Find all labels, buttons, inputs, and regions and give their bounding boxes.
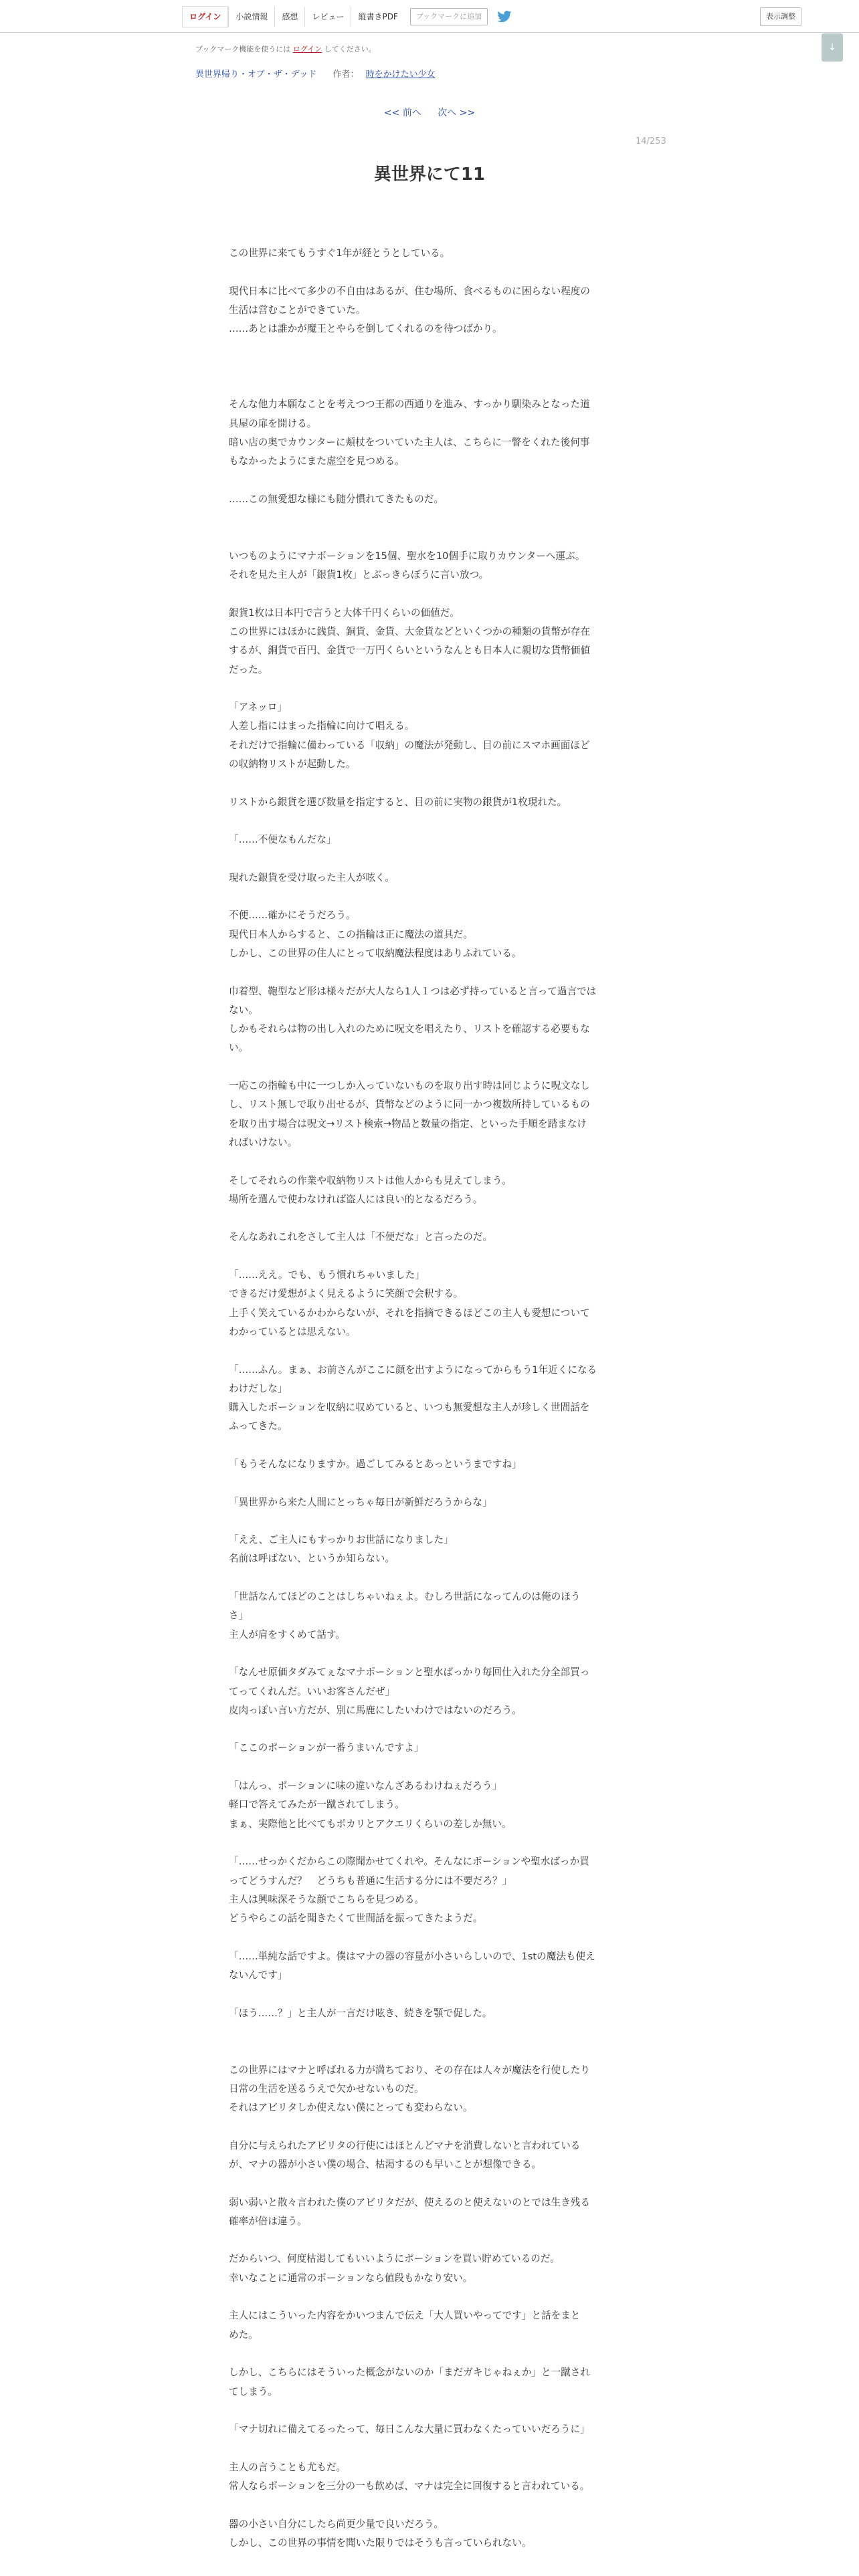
body-line: 暗い店の奥でカウンターに頬杖をついていた主人は、こちらに一瞥をくれた後何事 [229,436,590,448]
body-line [229,1209,630,1228]
body-line: しかし、この世界の住人にとって収納魔法程度はありふれている。 [229,947,522,959]
body-line: それだけで指輪に備わっている「収納」の魔法が発動し、目の前にスマホ画面ほど [229,739,590,751]
body-line: 「……不便なもんだな」 [229,834,337,846]
impressions-link[interactable]: 感想 [274,7,304,27]
body-line: しかもそれらは物の出し入れのために呪文を唱えたり、リストを確認する必要もな [229,1023,590,1035]
body-line: 弱い弱いと散々言われた僕のアビリタだが、使えるのと使えないのとでは生き残る [229,2196,590,2208]
body-line [229,377,630,395]
notice-suffix: してください。 [324,45,376,53]
body-line [229,1985,630,2004]
author-label: 作者： [332,70,359,80]
body-line [229,2345,630,2363]
body-line [229,1512,630,1531]
body-line: 上手く笑えているかわからないが、それを指摘できるほどこの主人も愛想について [229,1307,590,1319]
body-line: ……この無愛想な様にも随分慣れてきたものだ。 [229,493,444,505]
body-line: 現代日本人からすると、この指輪は正に魔法の道具だ。 [229,928,473,940]
body-line: もなかったようにまた虚空を見つめる。 [229,455,405,467]
body-line: 主人が肩をすくめて話す。 [229,1628,345,1640]
notice-login-link[interactable]: ログイン [292,45,322,53]
series-link[interactable]: 異世界帰り・オブ・ザ・デッド [195,70,317,80]
body-line: 「アネッロ」 [229,702,287,714]
body-line: 「異世界から来た人間にとっちゃ毎日が新鮮だろうからな」 [229,1496,492,1508]
body-line [229,2023,630,2042]
body-line: 器の小さい自分にしたら尚更少量で良いだろう。 [229,2518,444,2530]
body-line: ふってきた。 [229,1420,288,1432]
body-line: 「マナ切れに備えてるったって、毎日こんな大量に買わなくたっていいだろうに」 [229,2424,590,2436]
body-line: ないんです」 [229,1969,288,1981]
body-line: 名前は呼ばない、というか知らない。 [229,1553,395,1565]
body-line [229,263,630,282]
body-line: そんなあれこれをさして主人は「不便だな」と言ったのだ。 [229,1231,493,1243]
body-line: 場所を選んで使わなければ盗人には良い的となるだろう。 [229,1193,483,1205]
pdf-link[interactable]: 縦書きPDF [351,7,404,27]
body-line: 現れた銀貨を受け取った主人が呟く。 [229,871,395,883]
top-nav [182,7,513,27]
body-line: を取り出す場合は呪文→リスト検索→物品と数量の指定、といった手順を踏まなけ [229,1117,587,1130]
body-line: それはアビリタしか使えない僕にとっても変わらない。 [229,2102,473,2114]
body-line: の収納物リストが起動した。 [229,758,356,770]
scroll-down-button[interactable] [822,33,843,62]
bookmark-add-button[interactable]: ブックマークに追加 [410,8,488,25]
body-line: だった。 [229,663,268,675]
body-line [229,2117,630,2136]
body-line [229,338,630,357]
chapter-counter: 14/253 [636,136,666,146]
prev-chapter-link[interactable]: << 前へ [383,108,421,118]
body-line [229,1247,630,1266]
next-chapter-link[interactable]: 次へ >> [438,108,476,118]
body-line: 生活は営むことができていた。 [229,304,366,316]
body-line: 「なんせ原価タダみてぇなマナポーションと聖水ばっかり毎回仕入れた分全部買っ [229,1667,590,1679]
body-line: が、マナの器が小さい僕の場合、枯渇するのも早いことが想像できる。 [229,2158,542,2170]
body-line: この世界にはほかに銭貨、銅貨、金貨、大金貨などといくつかの種類の貨幣が存在 [229,625,590,637]
body-line [229,887,630,906]
body-line: し、リスト無しで取り出せるが、貨幣などのように同一かつ複数所持しているもの [229,1099,590,1111]
body-line: そんな他力本願なことを考えつつ王都の西通りを進み、すっかり馴染みとなった道 [229,399,590,411]
body-line [229,1058,630,1077]
body-line [229,812,630,831]
body-line [229,679,630,698]
body-line [229,2288,630,2306]
author-link[interactable]: 時をかけたい少女 [365,70,436,80]
body-line: 「はんっ、ポーションに味の違いなんざあるわけねぇだろう」 [229,1780,502,1792]
body-line: 確率が倍は違う。 [229,2215,307,2227]
body-line: リストから銀貨を選び数量を指定すると、目の前に実物の銀貨が1枚現れた。 [229,796,567,808]
body-line: 現代日本に比べて多少の不自由はあるが、住む場所、食べるものに困らない程度の [229,285,590,297]
body-line: 「ええ、ご主人にもすっかりお世話になりました」 [229,1534,454,1546]
body-line: 軽口で答えてみたが一蹴されてしまう。 [229,1799,405,1811]
body-line: 自分に与えられたアビリタの行使にはほとんどマナを消費しないと言われている [229,2139,581,2151]
body-line: てしまう。 [229,2385,278,2397]
body-line: さ」 [229,1610,249,1622]
novel-body [229,244,630,2553]
body-line: できるだけ愛想がよく見えるように笑顔で会釈する。 [229,1288,464,1300]
body-line: 「……ふん。まぁ、お前さんがここに顔を出すようになってからもう1年近くになる [229,1364,597,1376]
chapter-pager [0,106,859,119]
body-line: だからいつ、何度枯渇してもいいようにポーションを買い貯めているのだ。 [229,2253,561,2265]
body-line: どうやらこの話を聞きたくて世間話を振ってきたようだ。 [229,1913,483,1925]
body-line [229,2439,630,2458]
body-line: するが、銅貨で百円、金貨で一万円くらいというなんとも日本人に親切な貨幣価値 [229,645,590,657]
body-line: 銀貨1枚は日本円で言うと大体千円くらいの価値だ。 [229,607,460,619]
body-line [229,1569,630,1588]
body-line: ない。 [229,1004,258,1016]
body-line: 主人にはこういった内容をかいつまんで伝え「大人買いやってです」と話をまと [229,2310,581,2322]
body-line [229,1834,630,1852]
body-line: 不便……確かにそうだろう。 [229,909,356,922]
body-line: 主人の言うことも尤もだ。 [229,2461,347,2473]
body-line: この世界に来てもうすぐ1年が経とうとしている。 [229,247,450,259]
body-line: てってくれんだ。いいお客さんだぜ」 [229,1685,395,1697]
body-line [229,963,630,982]
notice-prefix: ブックマーク機能を使うには [195,45,291,53]
body-line [229,1720,630,1739]
body-line [229,1341,630,1360]
body-line: そしてそれらの作業や収納物リストは他人からも見えてしまう。 [229,1174,512,1186]
body-line: 巾着型、鞄型など形は様々だが大人なら1人１つは必ず持っていると言って過言では [229,985,597,997]
body-line [229,1928,630,1947]
body-line [229,850,630,869]
body-line: 主人は興味深そうな顔でこちらを見つめる。 [229,1893,424,1905]
chapter-title: 異世界にて11 [373,165,486,185]
body-line: 日常の生活を送るうえで欠かせないものだ。 [229,2082,424,2095]
body-line: わかっているとは思えない。 [229,1325,356,1337]
body-line: ればいけない。 [229,1136,298,1148]
body-line [229,509,630,528]
body-line: 購入したポーションを収納に収めていると、いつも無愛想な主人が珍しく世間話を [229,1402,590,1414]
body-line: ってどうすんだ？ どうちも普通に生活する分には不要だろ？」 [229,1874,512,1887]
body-line: 皮肉っぽい言い方だが、別に馬鹿にしたいわけではないのだろう。 [229,1704,522,1716]
body-line: 一応この指輪も中に一つしか入っていないものを取り出す時は同じように呪文なし [229,1080,590,1092]
novel-info-link[interactable]: 小説情報 [228,7,274,27]
body-line [229,1436,630,1455]
novel-meta [195,67,436,80]
body-line [229,584,630,603]
login-link[interactable]: ログイン [182,6,228,27]
body-line [229,2174,630,2193]
body-line: しかし、この世界の事情を聞いた限りではそうも言っていられない。 [229,2537,532,2549]
body-line: まぁ、実際他と比べてもポカリとアクエリくらいの差しか無い。 [229,1818,512,1830]
body-line: 「ほう……？」と主人が一言だけ呟き、続きを顎で促した。 [229,2007,492,2019]
arrow-down-icon: ↓ [828,42,836,53]
body-line: 「……単純な話ですよ。僕はマナの器の容量が小さいらしいので、1stの魔法も使え [229,1950,595,1962]
review-link[interactable]: レビュー [304,7,351,27]
body-line [229,1644,630,1663]
body-line [229,2496,630,2514]
body-line [229,471,630,490]
body-line [229,2231,630,2250]
body-line [229,528,630,546]
display-settings-button[interactable]: 表示調整 [760,7,801,26]
body-line [229,1152,630,1171]
body-line [229,2042,630,2060]
body-line: 「……せっかくだからこの際聞かせてくれや。そんなにポーションや聖水ばっか買 [229,1856,589,1868]
body-line: 人差し指にはまった指輪に向けて唱える。 [229,720,415,732]
body-line: 具屋の扉を開ける。 [229,417,317,429]
body-line [229,358,630,377]
body-line: いつものようにマナポーションを15個、聖水を10個手に取りカウンターへ運ぶ。 [229,550,585,562]
body-line: 幸いなことに通常のポーションなら値段もかなり安い。 [229,2272,473,2284]
body-line: 「ここのポーションが一番うまいんですよ」 [229,1742,424,1754]
body-line [229,2401,630,2420]
bookmark-notice [195,43,376,54]
body-line [229,774,630,792]
body-line: い。 [229,1042,249,1054]
body-line: しかし、こちらにはそういった概念がないのか「まだガキじゃねぇか」と一蹴され [229,2367,590,2379]
body-line [229,1474,630,1493]
body-line: 「……ええ。でも、もう慣れちゃいました」 [229,1269,425,1281]
body-line [229,1758,630,1777]
body-line: 常人ならポーションを三分の一も飲めば、マナは完全に回復すると言われている。 [229,2480,590,2492]
body-line: めた。 [229,2329,258,2341]
top-bar [0,0,859,33]
body-line: この世界にはマナと呼ばれる力が満ちており、その存在は人々が魔法を行使したり [229,2064,590,2076]
body-line: 「世話なんてほどのことはしちゃいねぇよ。むしろ世話になってんのは俺のほう [229,1591,581,1603]
body-line: わけだしな」 [229,1382,288,1394]
body-line: それを見た主人が「銀貨1枚」とぶっきらぼうに言い放つ。 [229,569,489,581]
body-line: ……あとは誰かが魔王とやらを倒してくれるのを待つばかり。 [229,323,502,335]
twitter-icon[interactable] [496,9,513,24]
body-line: 「もうそんなになりますか。過ごしてみるとあっというまですね」 [229,1459,522,1470]
